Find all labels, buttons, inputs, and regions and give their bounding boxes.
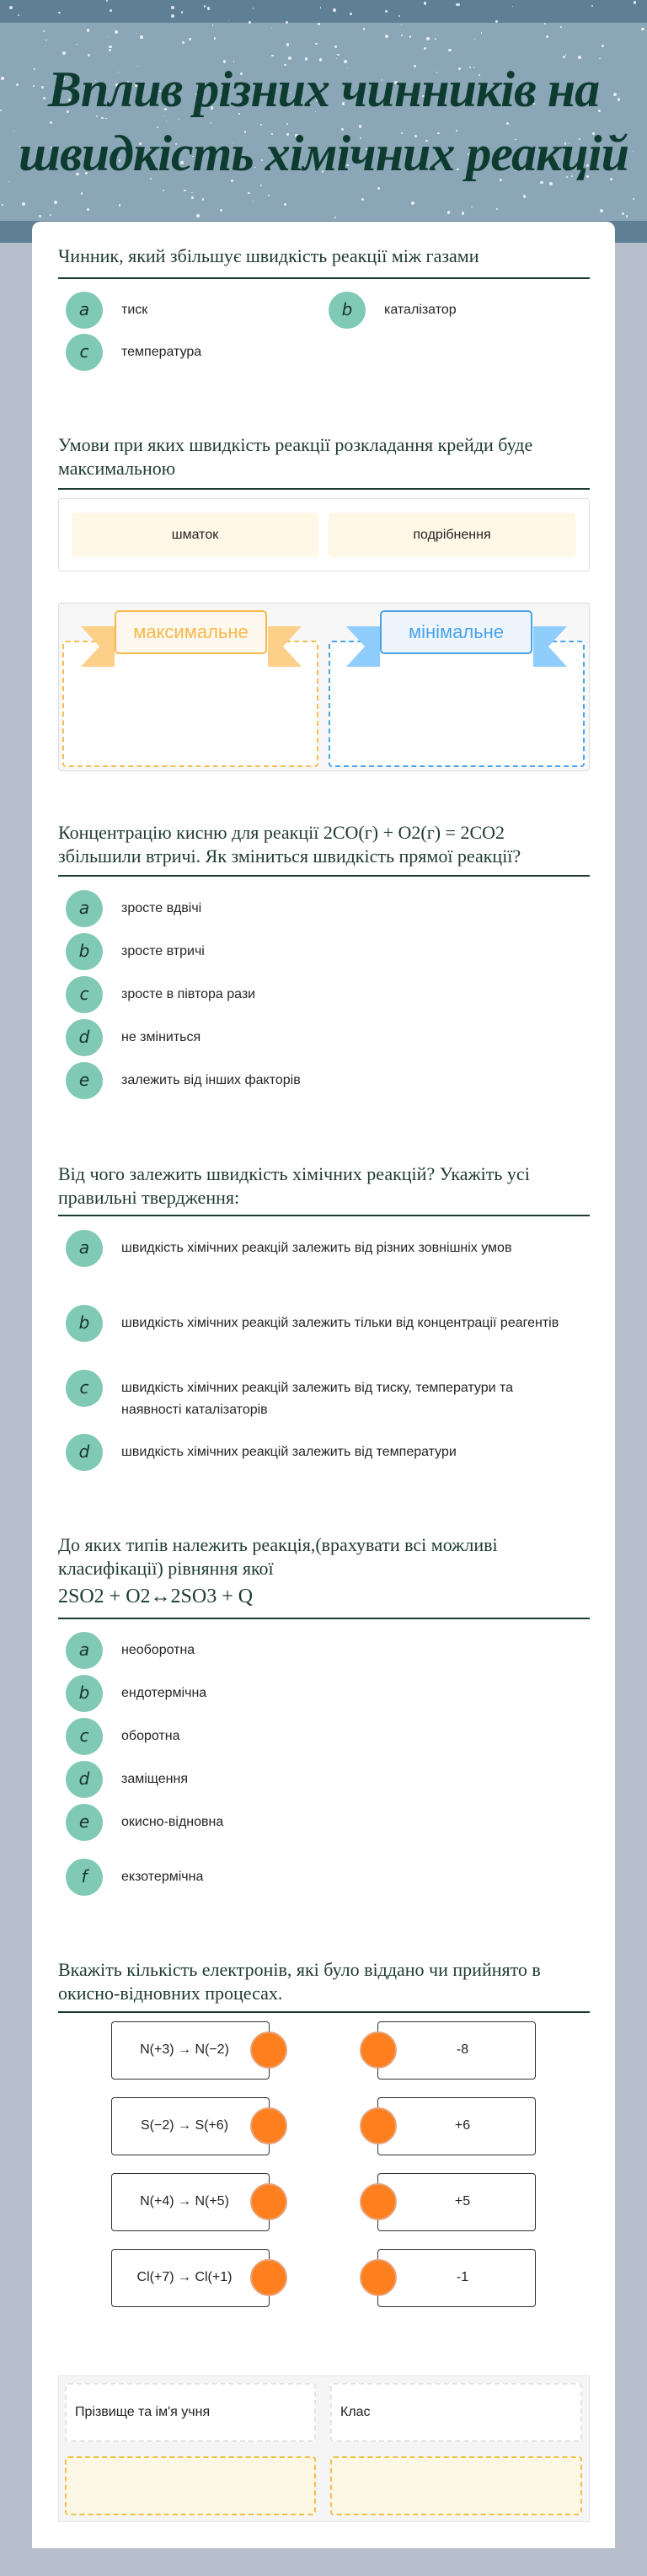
question-1-text: Чинник, який збільшує швидкість реакції між газами: [58, 245, 479, 266]
match-right-item[interactable]: -8: [377, 2021, 536, 2080]
option-b-bubble[interactable]: b: [329, 292, 366, 329]
snowflake: [202, 198, 204, 200]
snowflake: [398, 15, 400, 17]
snowflake: [334, 217, 336, 218]
snowflake: [385, 10, 388, 13]
page-title-line2: швидкість хімічних реакцій: [19, 126, 628, 181]
snowflake: [76, 44, 77, 45]
question-2-text: Умови при яких швидкість реакції розкладання крейди буде максимальною: [58, 434, 533, 479]
snowflake: [435, 38, 436, 40]
snowflake: [171, 14, 174, 18]
option-label: заміщення: [121, 1772, 189, 1786]
snowflake: [9, 6, 13, 9]
snowflake: [106, 0, 107, 1]
option-a-bubble[interactable]: a: [66, 1632, 103, 1669]
option-b-bubble[interactable]: b: [66, 933, 103, 970]
snowflake: [600, 209, 603, 212]
snowflake: [22, 202, 25, 206]
snowflake: [599, 58, 600, 59]
snowflake: [58, 12, 60, 13]
snowflake: [447, 211, 451, 214]
question-6-text: Вкажіть кількість електронів, які було віддано чи прийнято в окисно-відновних процесах.: [58, 1959, 541, 2004]
option-label: необоротна: [121, 1643, 195, 1657]
drag-tile[interactable]: шматок: [72, 513, 318, 557]
option-c-bubble[interactable]: c: [66, 976, 103, 1013]
snowflake: [182, 41, 184, 44]
drag-tile[interactable]: подрібнення: [329, 513, 575, 557]
snowflake: [523, 195, 527, 198]
option-b-bubble[interactable]: b: [66, 1305, 103, 1342]
snowflake: [462, 212, 464, 214]
divider: [58, 488, 590, 490]
option-label: оборотна: [121, 1729, 180, 1743]
snowflake: [448, 49, 451, 51]
option-label: зросте вдвічі: [121, 901, 202, 915]
option-label: ендотермічна: [121, 1686, 207, 1700]
snowflake: [626, 215, 628, 217]
snowflake: [109, 46, 112, 49]
header-banner: [0, 0, 647, 243]
snowflake: [363, 28, 365, 30]
option-label: швидкість хімічних реакцій залежить тільки від концентрації реагентів: [121, 1316, 559, 1330]
option-label: екзотермічна: [121, 1870, 204, 1884]
snowflake: [2, 204, 3, 206]
match-left-item[interactable]: N(+4) → N(+5): [111, 2173, 270, 2231]
option-b-bubble[interactable]: b: [66, 1675, 103, 1712]
snowflake: [18, 14, 19, 16]
snowflake: [171, 6, 174, 9]
divider: [58, 875, 590, 877]
option-label: температура: [121, 345, 202, 359]
snowflake: [248, 192, 249, 194]
snowflake: [563, 56, 565, 58]
snowflake: [512, 6, 513, 7]
snowflake: [184, 190, 185, 191]
question-3-text: Концентрацію кисню для реакції 2CO(г) + O2(г) = 2CO2 збільшили втричі. Як зміниться швидкість прямої реакції?: [58, 822, 521, 867]
connector-dot[interactable]: [250, 2183, 287, 2220]
option-label: зросте втричі: [121, 944, 205, 958]
divider: [58, 1215, 590, 1216]
snowflake: [204, 5, 206, 8]
question-5-formula: 2SO2 + O2↔2SO3 + Q: [58, 1586, 254, 1607]
snowflake: [140, 35, 143, 39]
snowflake: [633, 198, 634, 200]
option-label: швидкість хімічних реакцій залежить від температури: [121, 1445, 457, 1459]
snowflake: [87, 208, 89, 211]
option-e-bubble[interactable]: e: [66, 1804, 103, 1841]
snowflake: [191, 196, 194, 199]
match-right-item[interactable]: -1: [377, 2249, 536, 2307]
snowflake: [189, 38, 191, 40]
snowflake: [228, 20, 229, 21]
name-input[interactable]: [65, 2456, 316, 2515]
snowflake: [249, 21, 251, 24]
option-label: каталізатор: [384, 303, 457, 317]
match-left-item[interactable]: N(+3) → N(−2): [111, 2021, 270, 2080]
option-a-bubble[interactable]: a: [66, 1230, 103, 1267]
snowflake: [62, 51, 66, 55]
option-f-bubble[interactable]: f: [66, 1859, 103, 1896]
option-label: тиск: [121, 303, 148, 317]
snowflake: [333, 8, 336, 12]
snowflake: [119, 204, 121, 207]
snowflake: [253, 8, 254, 9]
connector-dot[interactable]: [360, 2107, 397, 2144]
class-label: Клас: [330, 2383, 582, 2442]
snowflake: [320, 7, 321, 8]
option-a-bubble[interactable]: a: [66, 890, 103, 927]
snowflake: [424, 47, 426, 50]
match-right-item[interactable]: +5: [377, 2173, 536, 2231]
snowflake: [457, 3, 460, 6]
option-d-bubble[interactable]: d: [66, 1434, 103, 1471]
connector-dot[interactable]: [360, 2183, 397, 2220]
option-c-bubble[interactable]: c: [66, 1718, 103, 1755]
snowflake: [220, 209, 222, 212]
snowflake: [45, 40, 47, 41]
option-label: швидкість хімічних реакцій залежить від тиску, температури та наявності каталізаторів: [121, 1381, 514, 1417]
snowflake: [622, 212, 624, 215]
option-label: зросте в півтора рази: [121, 987, 256, 1001]
zone-label-min: мінімальне: [380, 610, 532, 654]
option-a-bubble[interactable]: a: [66, 292, 103, 329]
snowflake: [401, 35, 403, 36]
divider: [58, 277, 590, 279]
snowflake: [602, 45, 604, 47]
connector-dot[interactable]: [360, 2259, 397, 2296]
connector-dot[interactable]: [250, 2107, 287, 2144]
snowflake: [401, 24, 402, 25]
snowflake: [496, 208, 498, 210]
option-c-bubble[interactable]: c: [66, 334, 103, 371]
page-title: Вплив різних чинників на: [47, 62, 600, 117]
divider: [58, 1618, 590, 1619]
option-c-bubble[interactable]: c: [66, 1370, 103, 1407]
snowflake: [181, 11, 183, 13]
snow-background: [0, 23, 647, 221]
snowflake: [424, 2, 427, 5]
connector-dot[interactable]: [360, 2031, 397, 2069]
match-left-item[interactable]: Cl(+7) → Cl(+1): [111, 2249, 270, 2307]
match-left-item[interactable]: S(−2) → S(+6): [111, 2097, 270, 2155]
snowflake: [110, 9, 112, 12]
snowflake: [271, 55, 273, 56]
option-label: залежить від інших факторів: [121, 1073, 301, 1087]
match-right-item[interactable]: +6: [377, 2097, 536, 2155]
snowflake: [350, 13, 352, 15]
option-d-bubble[interactable]: d: [66, 1761, 103, 1798]
question-5-text: До яких типів належить реакція,(врахувати всі можливі класифікації) рівняння якої: [58, 1534, 498, 1579]
zone-label-max: максимальне: [115, 610, 267, 654]
snowflake: [207, 7, 210, 9]
snowflake: [578, 56, 581, 59]
snowflake: [39, 215, 41, 217]
option-label: окисно-відновна: [121, 1815, 224, 1829]
option-e-bubble[interactable]: e: [66, 1062, 103, 1099]
option-label: не зміниться: [121, 1030, 201, 1044]
snowflake: [634, 1, 636, 3]
snowflake: [284, 203, 286, 205]
snowflake: [50, 121, 52, 124]
option-label: швидкість хімічних реакцій залежить від різних зовнішніх умов: [121, 1241, 512, 1255]
connector-dot[interactable]: [250, 2259, 287, 2296]
snowflake: [591, 5, 594, 8]
divider: [58, 2011, 590, 2013]
snowflake: [136, 33, 137, 34]
snowflake: [54, 201, 57, 204]
name-label: Прізвище та ім'я учня: [65, 2383, 316, 2442]
option-d-bubble[interactable]: d: [66, 1019, 103, 1056]
class-input[interactable]: [330, 2456, 582, 2515]
snowflake: [411, 201, 414, 205]
connector-dot[interactable]: [250, 2031, 287, 2069]
question-4-text: Від чого залежить швидкість хімічних реакцій? Укажіть усі правильні твердження:: [58, 1163, 530, 1208]
